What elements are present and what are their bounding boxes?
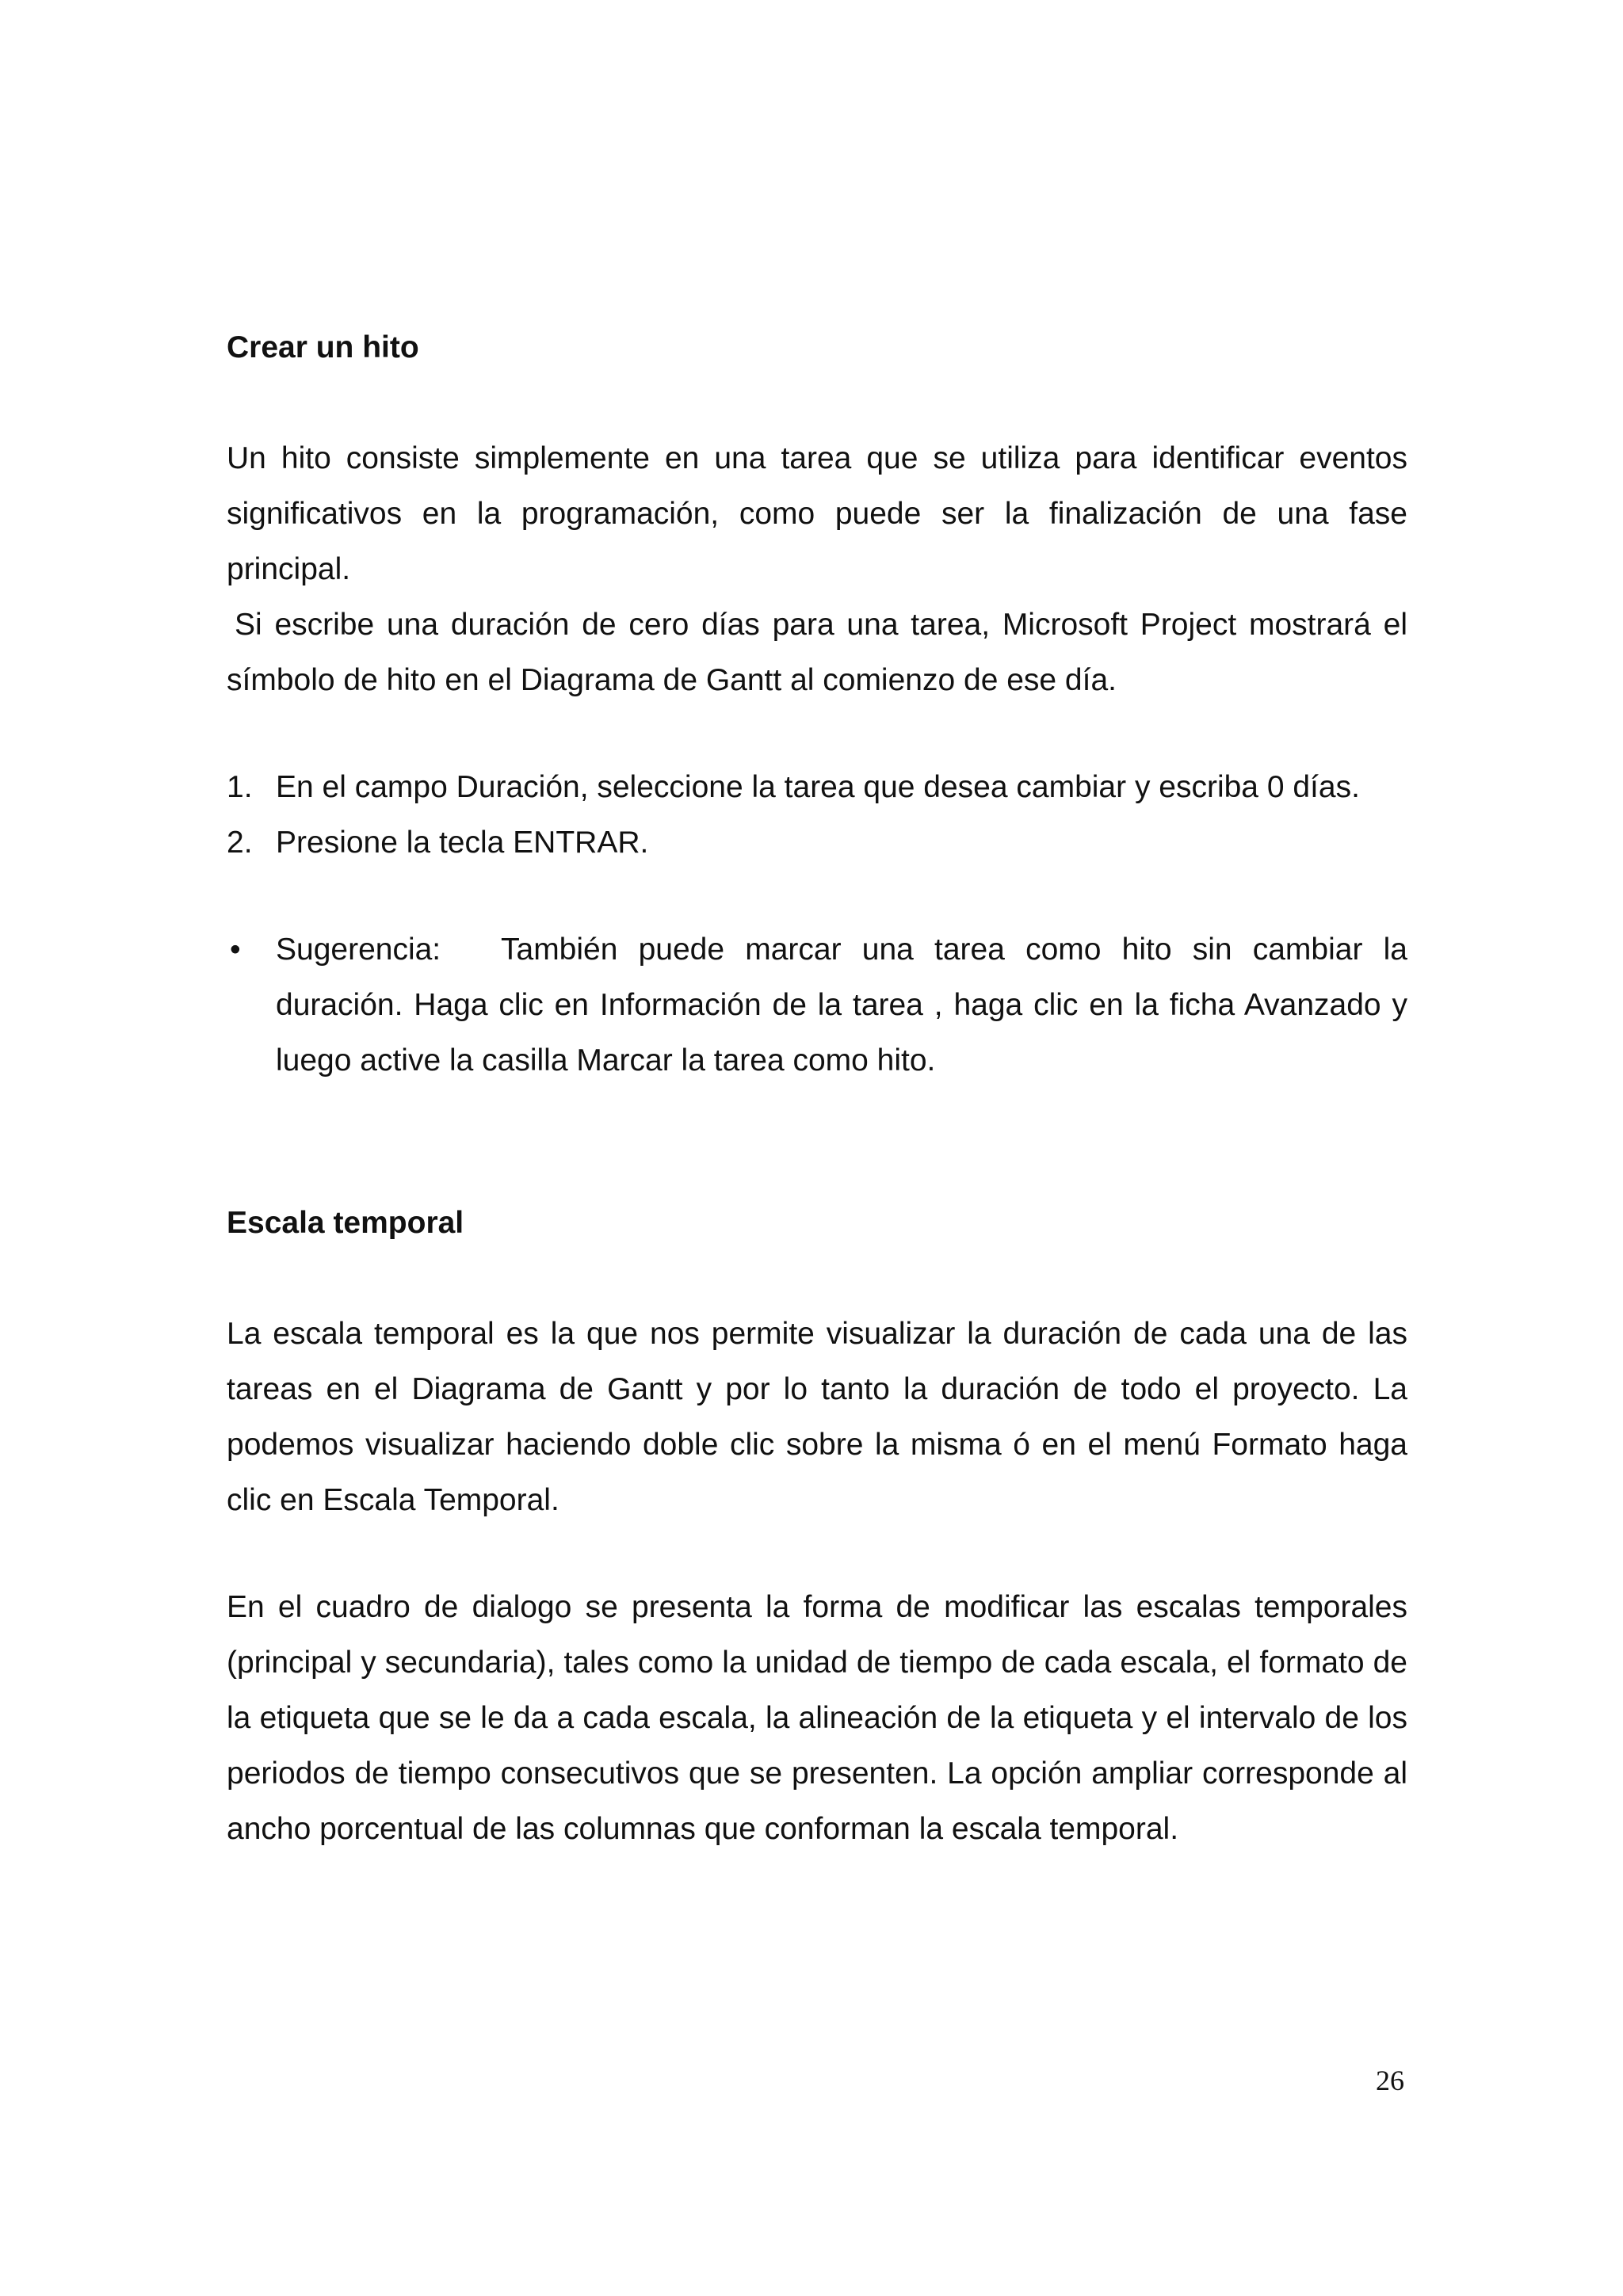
step-text: En el campo Duración, seleccione la tarea que desea cambiar y escriba 0 días.	[276, 770, 1360, 804]
paragraph-hito-definition: Un hito consiste simplemente en una tarea que se utiliza para identificar eventos significativos en la programación, como puede ser la finalización de una fase principal.	[227, 441, 1407, 586]
tip-text: También puede marcar una tarea como hito sin cambiar la duración. Haga clic en Información de la tarea , haga clic en la ficha Avanzado y luego active la casilla Marcar la tarea como hito.	[276, 933, 1407, 1077]
paragraph-escala-intro: La escala temporal es la que nos permite visualizar la duración de cada una de las tareas en el Diagrama de Gantt y por lo tanto la duración de todo el proyecto. La podemos visualizar haciendo doble clic sobre la misma ó en el menú Formato haga clic en Escala Temporal.	[227, 1317, 1407, 1517]
paragraph-hito-duration: Si escribe una duración de cero días para una tarea, Microsoft Project mostrará el símbolo de hito en el Diagrama de Gantt al comienzo de ese día.	[227, 608, 1407, 697]
page-content	[227, 320, 1407, 1857]
step-text: Presione la tecla ENTRAR.	[276, 826, 649, 860]
list-item	[227, 760, 1407, 815]
tip-list	[227, 922, 1407, 1089]
list-item	[227, 815, 1407, 871]
bullet-icon: •	[230, 933, 241, 967]
section-heading-escala-temporal: Escala temporal	[227, 1206, 464, 1240]
tip-label: Sugerencia:	[276, 933, 441, 967]
list-marker: 1.	[227, 770, 253, 804]
page-number: 26	[1376, 2065, 1404, 2096]
section-heading-crear-hito: Crear un hito	[227, 330, 419, 364]
list-marker: 2.	[227, 826, 253, 860]
tip-item	[227, 922, 1407, 1089]
paragraph-escala-dialog: En el cuadro de dialogo se presenta la forma de modificar las escalas temporales (principal y secundaria), tales como la unidad de tiempo de cada escala, el formato de la etiqueta que se le da a cada escala, la alineación de la etiqueta y el intervalo de los periodos de tiempo consecutivos que se presenten. La opción ampliar corresponde al ancho porcentual de las columnas que conforman la escala temporal.	[227, 1590, 1407, 1846]
steps-list	[227, 760, 1407, 871]
